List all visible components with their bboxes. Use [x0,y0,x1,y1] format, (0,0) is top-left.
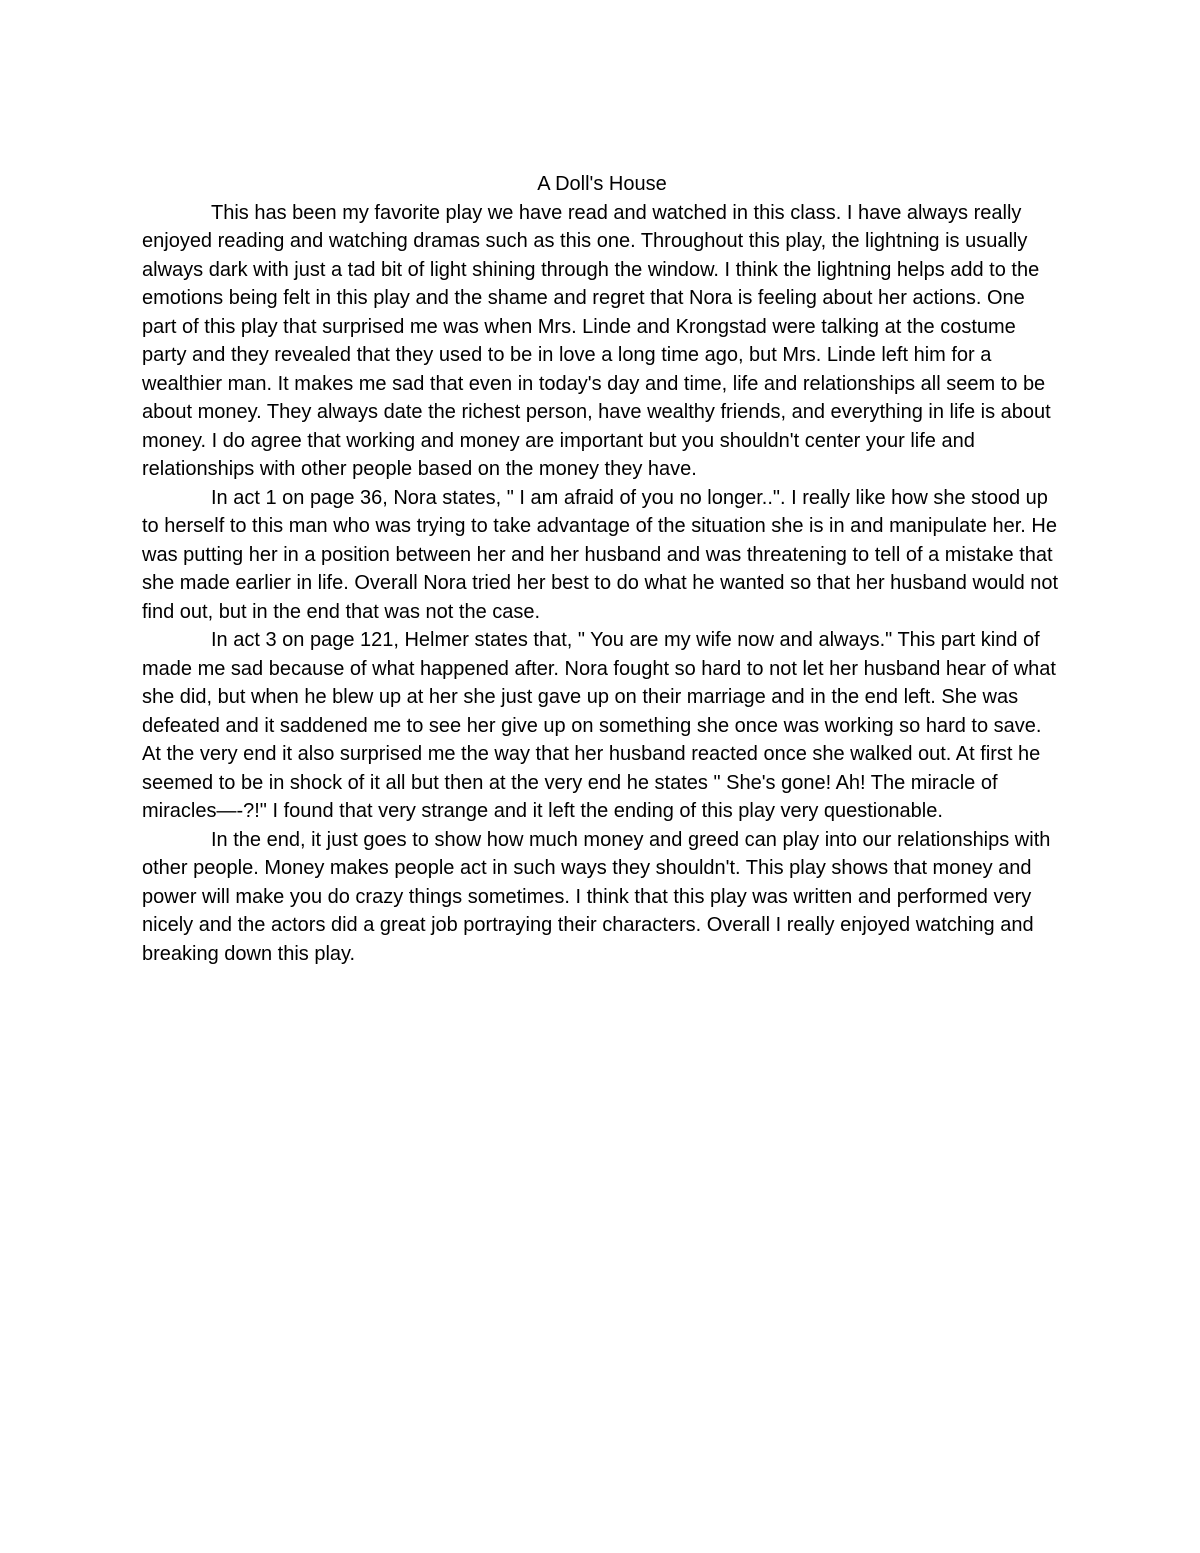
paragraph-3: In act 3 on page 121, Helmer states that, " You are my wife now and always." This part kind of made me sad because of what happened after. Nora fought so hard to not let her husband hear of what she did, but when he blew up at her she just gave up on their marriage and in the end left. She was defeated and it saddened me to see her give up on something she once was working so hard to save. At the very end it also surprised me the way that her husband reacted once she walked out. At first he seemed to be in shock of it all but then at the very end he states " She's gone! Ah! The miracle of miracles—-?!" I found that very strange and it left the ending of this play very questionable. [142,629,1056,822]
paragraph-1: This has been my favorite play we have read and watched in this class. I have always really enjoyed reading and watching dramas such as this one. Throughout this play, the lightning is usually always dark with just a tad bit of light shining through the window. I think the lightning helps add to the emotions being felt in this play and the shame and regret that Nora is feeling about her actions. One part of this play that surprised me was when Mrs. Linde and Krongstad were talking at the costume party and they revealed that they used to be in love a long time ago, but Mrs. Linde left him for a wealthier man. It makes me sad that even in today's day and time, life and relationships all seem to be about money. They always date the richest person, have wealthy friends, and everything in life is about money. I do agree that working and money are important but you shouldn't center your life and relationships with other people based on the money they have. [142,201,1051,480]
paragraph-2: In act 1 on page 36, Nora states, " I am afraid of you no longer..". I really like how she stood up to herself to this man who was trying to take advantage of the situation she is in and manipulate her. He was putting her in a position between her and her husband and was threatening to tell of a mistake that she made earlier in life. Overall Nora tried her best to do what he wanted so that her husband would not find out, but in the end that was not the case. [142,486,1059,623]
document-title: A Doll's House [537,173,667,195]
paragraph-4: In the end, it just goes to show how much money and greed can play into our relationships with other people. Money makes people act in such ways they shouldn't. This play shows that money and power will make you do crazy things sometimes. I think that this play was written and performed very nicely and the actors did a great job portraying their characters. Overall I really enjoyed watching and breaking down this play. [142,828,1051,965]
document-body [142,170,1062,968]
